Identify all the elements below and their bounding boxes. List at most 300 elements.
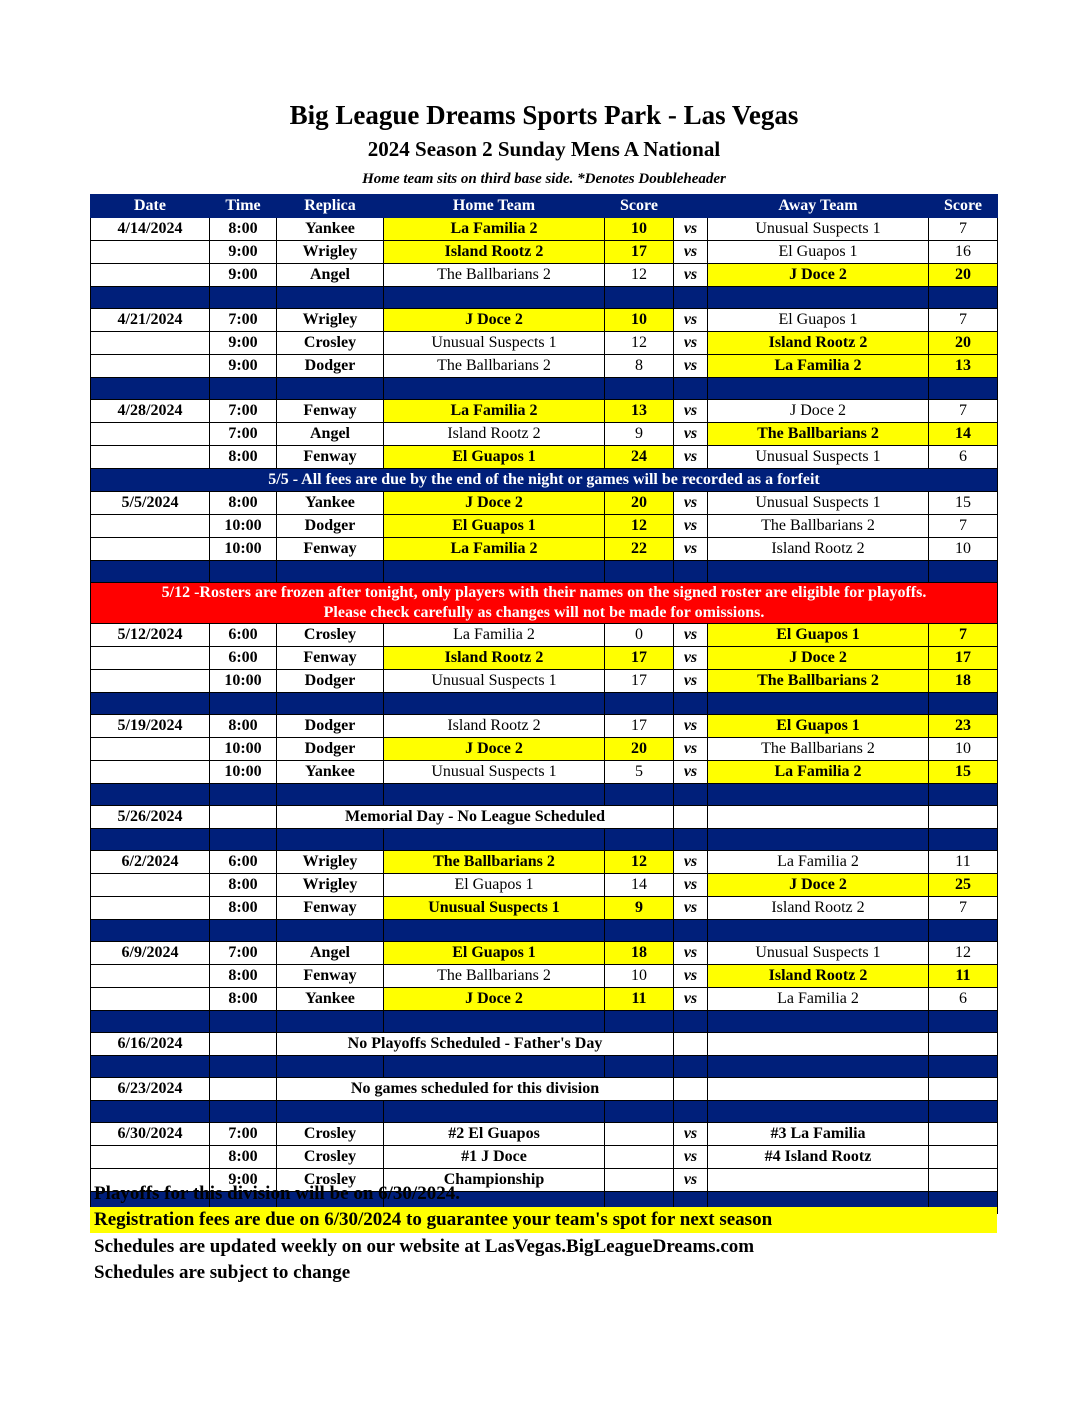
field-name: Fenway	[277, 965, 384, 988]
home-team: El Guapos 1	[384, 874, 605, 897]
away-score: 15	[929, 492, 998, 515]
separator-cell	[929, 378, 998, 400]
game-time: 9:00	[210, 355, 277, 378]
separator-cell	[210, 1101, 277, 1123]
separator-row	[91, 784, 998, 806]
separator-cell	[277, 561, 384, 583]
game-date	[91, 670, 210, 693]
home-score: 10	[605, 218, 674, 241]
home-team: La Familia 2	[384, 218, 605, 241]
separator-row	[91, 287, 998, 309]
game-row	[91, 965, 998, 988]
away-team: Island Rootz 2	[708, 965, 929, 988]
vs-label: vs	[674, 897, 708, 920]
separator-cell	[605, 1056, 674, 1078]
game-row	[91, 670, 998, 693]
separator-cell	[277, 1056, 384, 1078]
game-date	[91, 446, 210, 469]
separator-cell	[91, 1056, 210, 1078]
home-score: 17	[605, 715, 674, 738]
away-team	[708, 1078, 929, 1101]
game-date	[91, 897, 210, 920]
game-row	[91, 715, 998, 738]
home-team: J Doce 2	[384, 988, 605, 1011]
vs-label: vs	[674, 874, 708, 897]
field-name: Crosley	[277, 332, 384, 355]
separator-cell	[605, 829, 674, 851]
away-score: 23	[929, 715, 998, 738]
vs-label: vs	[674, 332, 708, 355]
away-team: The Ballbarians 2	[708, 515, 929, 538]
vs-label: vs	[674, 942, 708, 965]
game-date: 5/12/2024	[91, 624, 210, 647]
home-score: 5	[605, 761, 674, 784]
away-score: 7	[929, 309, 998, 332]
separator-cell	[929, 1011, 998, 1033]
game-time: 8:00	[210, 218, 277, 241]
game-time: 8:00	[210, 897, 277, 920]
home-team: #1 J Doce	[384, 1146, 605, 1169]
away-team: Island Rootz 2	[708, 538, 929, 561]
vs-label: vs	[674, 761, 708, 784]
away-team: The Ballbarians 2	[708, 738, 929, 761]
separator-cell	[674, 561, 708, 583]
game-time: 7:00	[210, 942, 277, 965]
game-row	[91, 355, 998, 378]
home-team: #2 El Guapos	[384, 1123, 605, 1146]
separator-cell	[605, 1011, 674, 1033]
field-name: Crosley	[277, 1123, 384, 1146]
game-date	[91, 761, 210, 784]
no-games-text: No games scheduled for this division	[277, 1078, 674, 1101]
field-name: Fenway	[277, 400, 384, 423]
away-score: 7	[929, 515, 998, 538]
vs-cell	[674, 806, 708, 829]
away-score: 7	[929, 400, 998, 423]
game-time: 8:00	[210, 874, 277, 897]
home-team: Island Rootz 2	[384, 423, 605, 446]
home-score: 17	[605, 670, 674, 693]
separator-cell	[384, 561, 605, 583]
vs-label: vs	[674, 715, 708, 738]
separator-cell	[605, 561, 674, 583]
vs-label: vs	[674, 670, 708, 693]
home-score: 9	[605, 897, 674, 920]
away-score: 15	[929, 761, 998, 784]
field-name: Angel	[277, 942, 384, 965]
away-team: J Doce 2	[708, 400, 929, 423]
home-team: Unusual Suspects 1	[384, 897, 605, 920]
home-team: Island Rootz 2	[384, 241, 605, 264]
away-score: 14	[929, 423, 998, 446]
game-time: 10:00	[210, 761, 277, 784]
alert-line-2: Please check carefully as changes will not be made for omissions.	[323, 604, 765, 621]
separator-cell	[91, 920, 210, 942]
field-name: Yankee	[277, 492, 384, 515]
home-team: Island Rootz 2	[384, 647, 605, 670]
field-name: Angel	[277, 423, 384, 446]
separator-cell	[708, 561, 929, 583]
home-team: El Guapos 1	[384, 515, 605, 538]
field-name: Wrigley	[277, 851, 384, 874]
game-date: 6/23/2024	[91, 1078, 210, 1101]
column-header: Away Team	[708, 195, 929, 218]
field-name: Fenway	[277, 897, 384, 920]
away-score: 7	[929, 218, 998, 241]
separator-cell	[384, 829, 605, 851]
game-date	[91, 988, 210, 1011]
game-date	[91, 264, 210, 287]
away-score: 12	[929, 942, 998, 965]
separator-row	[91, 1011, 998, 1033]
vs-label: vs	[674, 988, 708, 1011]
away-team: El Guapos 1	[708, 715, 929, 738]
game-row	[91, 897, 998, 920]
separator-cell	[277, 920, 384, 942]
game-time: 6:00	[210, 647, 277, 670]
vs-label: vs	[674, 851, 708, 874]
no-games-row	[91, 1078, 998, 1101]
separator-cell	[674, 693, 708, 715]
separator-cell	[929, 784, 998, 806]
separator-cell	[384, 378, 605, 400]
game-row	[91, 446, 998, 469]
separator-row	[91, 920, 998, 942]
game-time: 8:00	[210, 988, 277, 1011]
separator-cell	[929, 1101, 998, 1123]
separator-cell	[384, 287, 605, 309]
home-team: The Ballbarians 2	[384, 355, 605, 378]
game-time: 8:00	[210, 492, 277, 515]
field-name: Dodger	[277, 355, 384, 378]
field-name: Dodger	[277, 670, 384, 693]
field-name: Yankee	[277, 761, 384, 784]
field-name: Dodger	[277, 738, 384, 761]
game-time: 9:00	[210, 241, 277, 264]
separator-cell	[929, 829, 998, 851]
game-date: 6/30/2024	[91, 1123, 210, 1146]
separator-cell	[708, 829, 929, 851]
column-header: Replica	[277, 195, 384, 218]
home-score	[605, 1123, 674, 1146]
home-score: 12	[605, 515, 674, 538]
separator-row	[91, 1101, 998, 1123]
separator-cell	[210, 378, 277, 400]
game-row	[91, 218, 998, 241]
game-time: 8:00	[210, 965, 277, 988]
home-score: 8	[605, 355, 674, 378]
home-score: 17	[605, 241, 674, 264]
game-date	[91, 332, 210, 355]
home-team: J Doce 2	[384, 492, 605, 515]
game-row	[91, 264, 998, 287]
home-score: 14	[605, 874, 674, 897]
field-name: Fenway	[277, 647, 384, 670]
game-time: 8:00	[210, 446, 277, 469]
away-team: Unusual Suspects 1	[708, 218, 929, 241]
separator-cell	[277, 1101, 384, 1123]
field-name: Crosley	[277, 1169, 384, 1192]
separator-cell	[384, 1101, 605, 1123]
away-score	[929, 1033, 998, 1056]
home-score: 18	[605, 942, 674, 965]
separator-cell	[277, 829, 384, 851]
no-games-text: No Playoffs Scheduled - Father's Day	[277, 1033, 674, 1056]
separator-cell	[929, 920, 998, 942]
separator-cell	[91, 829, 210, 851]
separator-cell	[708, 784, 929, 806]
separator-cell	[210, 693, 277, 715]
separator-cell	[277, 378, 384, 400]
game-date	[91, 1146, 210, 1169]
separator-cell	[91, 287, 210, 309]
vs-label: vs	[674, 965, 708, 988]
separator-cell	[91, 693, 210, 715]
vs-label: vs	[674, 355, 708, 378]
home-score: 12	[605, 851, 674, 874]
away-score: 11	[929, 965, 998, 988]
field-name: Fenway	[277, 538, 384, 561]
game-date	[91, 965, 210, 988]
game-time: 9:00	[210, 264, 277, 287]
home-team: La Familia 2	[384, 624, 605, 647]
game-time: 10:00	[210, 515, 277, 538]
game-row	[91, 400, 998, 423]
field-name: Yankee	[277, 988, 384, 1011]
away-team: Unusual Suspects 1	[708, 446, 929, 469]
separator-cell	[384, 784, 605, 806]
field-name: Dodger	[277, 515, 384, 538]
game-row	[91, 851, 998, 874]
game-date: 6/2/2024	[91, 851, 210, 874]
game-row	[91, 988, 998, 1011]
game-time: 10:00	[210, 738, 277, 761]
game-time: 9:00	[210, 1169, 277, 1192]
separator-cell	[605, 287, 674, 309]
vs-label: vs	[674, 1123, 708, 1146]
away-score: 6	[929, 988, 998, 1011]
game-time: 7:00	[210, 1123, 277, 1146]
field-name: Fenway	[277, 446, 384, 469]
away-score: 17	[929, 647, 998, 670]
vs-cell	[674, 1078, 708, 1101]
game-row	[91, 1123, 998, 1146]
field-name: Wrigley	[277, 241, 384, 264]
separator-cell	[210, 920, 277, 942]
field-name: Angel	[277, 264, 384, 287]
game-date: 4/21/2024	[91, 309, 210, 332]
separator-cell	[605, 1101, 674, 1123]
separator-cell	[384, 920, 605, 942]
separator-cell	[674, 378, 708, 400]
separator-cell	[708, 287, 929, 309]
away-team: J Doce 2	[708, 264, 929, 287]
separator-cell	[674, 1101, 708, 1123]
separator-cell	[674, 1011, 708, 1033]
game-date	[91, 515, 210, 538]
vs-label: vs	[674, 423, 708, 446]
away-team: El Guapos 1	[708, 241, 929, 264]
field-name: Wrigley	[277, 309, 384, 332]
field-name: Wrigley	[277, 874, 384, 897]
separator-row	[91, 693, 998, 715]
home-score: 13	[605, 400, 674, 423]
separator-cell	[708, 693, 929, 715]
separator-cell	[708, 378, 929, 400]
column-header	[674, 195, 708, 218]
separator-cell	[929, 1056, 998, 1078]
separator-cell	[384, 1056, 605, 1078]
home-score: 20	[605, 738, 674, 761]
field-name: Crosley	[277, 1146, 384, 1169]
vs-label: vs	[674, 538, 708, 561]
game-row	[91, 423, 998, 446]
away-score: 10	[929, 538, 998, 561]
home-team: Island Rootz 2	[384, 715, 605, 738]
notice-row	[91, 469, 998, 492]
separator-cell	[708, 1101, 929, 1123]
header-row	[91, 195, 998, 218]
column-header: Score	[929, 195, 998, 218]
away-score	[929, 806, 998, 829]
registration-fee-notice: Registration fees are due on 6/30/2024 to guarantee your team's spot for next season	[90, 1207, 997, 1233]
away-score: 20	[929, 264, 998, 287]
game-date: 4/28/2024	[91, 400, 210, 423]
game-time	[210, 1033, 277, 1056]
game-time: 8:00	[210, 715, 277, 738]
home-score: 9	[605, 423, 674, 446]
away-score: 13	[929, 355, 998, 378]
away-team: El Guapos 1	[708, 309, 929, 332]
away-score: 6	[929, 446, 998, 469]
vs-label: vs	[674, 264, 708, 287]
home-score: 20	[605, 492, 674, 515]
away-team: Island Rootz 2	[708, 897, 929, 920]
game-row	[91, 942, 998, 965]
home-team: The Ballbarians 2	[384, 965, 605, 988]
page-title: Big League Dreams Sports Park - Las Vegas	[289, 100, 799, 130]
away-team: #3 La Familia	[708, 1123, 929, 1146]
separator-cell	[708, 1011, 929, 1033]
home-score: 10	[605, 309, 674, 332]
separator-cell	[605, 378, 674, 400]
separator-cell	[210, 287, 277, 309]
game-time: 7:00	[210, 400, 277, 423]
away-team: #4 Island Rootz	[708, 1146, 929, 1169]
vs-label: vs	[674, 400, 708, 423]
separator-cell	[708, 1056, 929, 1078]
game-date: 5/19/2024	[91, 715, 210, 738]
website-notice: Schedules are updated weekly on our website at LasVegas.BigLeagueDreams.com	[94, 1236, 755, 1257]
game-date	[91, 538, 210, 561]
field-name: Yankee	[277, 218, 384, 241]
alert-line-1: 5/12 -Rosters are frozen after tonight, only players with their names on the signed roster are eligible for playoffs.	[161, 584, 927, 601]
separator-cell	[674, 1056, 708, 1078]
away-team: La Familia 2	[708, 761, 929, 784]
game-date	[91, 423, 210, 446]
game-row	[91, 1146, 998, 1169]
no-games-row	[91, 806, 998, 829]
separator-cell	[277, 1011, 384, 1033]
vs-label: vs	[674, 515, 708, 538]
separator-cell	[674, 287, 708, 309]
roster-alert-text	[91, 583, 998, 624]
game-row	[91, 492, 998, 515]
separator-cell	[91, 378, 210, 400]
separator-cell	[277, 287, 384, 309]
game-time: 7:00	[210, 423, 277, 446]
home-team: The Ballbarians 2	[384, 264, 605, 287]
home-score: 17	[605, 647, 674, 670]
home-score: 12	[605, 332, 674, 355]
game-date	[91, 874, 210, 897]
home-team: El Guapos 1	[384, 446, 605, 469]
home-team: The Ballbarians 2	[384, 851, 605, 874]
home-score: 24	[605, 446, 674, 469]
away-team: The Ballbarians 2	[708, 670, 929, 693]
game-row	[91, 874, 998, 897]
game-time: 10:00	[210, 538, 277, 561]
home-team: J Doce 2	[384, 309, 605, 332]
game-date	[91, 241, 210, 264]
home-score: 10	[605, 965, 674, 988]
separator-cell	[91, 784, 210, 806]
game-time: 7:00	[210, 309, 277, 332]
game-row	[91, 738, 998, 761]
away-team: El Guapos 1	[708, 624, 929, 647]
field-name: Dodger	[277, 715, 384, 738]
game-date: 6/16/2024	[91, 1033, 210, 1056]
away-score: 7	[929, 624, 998, 647]
no-games-row	[91, 1033, 998, 1056]
away-team: The Ballbarians 2	[708, 423, 929, 446]
game-date: 4/14/2024	[91, 218, 210, 241]
schedule-table	[90, 194, 998, 1214]
separator-cell	[91, 561, 210, 583]
game-time: 6:00	[210, 851, 277, 874]
separator-cell	[674, 829, 708, 851]
vs-label: vs	[674, 241, 708, 264]
game-row	[91, 761, 998, 784]
separator-cell	[929, 693, 998, 715]
vs-label: vs	[674, 218, 708, 241]
vs-label: vs	[674, 309, 708, 332]
home-team: La Familia 2	[384, 538, 605, 561]
column-header: Date	[91, 195, 210, 218]
vs-label: vs	[674, 446, 708, 469]
separator-cell	[384, 1011, 605, 1033]
away-score	[929, 1123, 998, 1146]
away-team: La Familia 2	[708, 355, 929, 378]
home-team: Unusual Suspects 1	[384, 670, 605, 693]
separator-cell	[674, 920, 708, 942]
away-team: J Doce 2	[708, 874, 929, 897]
home-score: 12	[605, 264, 674, 287]
game-row	[91, 647, 998, 670]
column-header: Score	[605, 195, 674, 218]
separator-cell	[210, 1011, 277, 1033]
away-score: 7	[929, 897, 998, 920]
away-score: 16	[929, 241, 998, 264]
away-team: Island Rootz 2	[708, 332, 929, 355]
game-date: 6/9/2024	[91, 942, 210, 965]
game-time: 10:00	[210, 670, 277, 693]
separator-cell	[708, 920, 929, 942]
away-team: La Familia 2	[708, 851, 929, 874]
game-time	[210, 1078, 277, 1101]
vs-cell	[674, 1033, 708, 1056]
change-notice: Schedules are subject to change	[94, 1262, 351, 1283]
